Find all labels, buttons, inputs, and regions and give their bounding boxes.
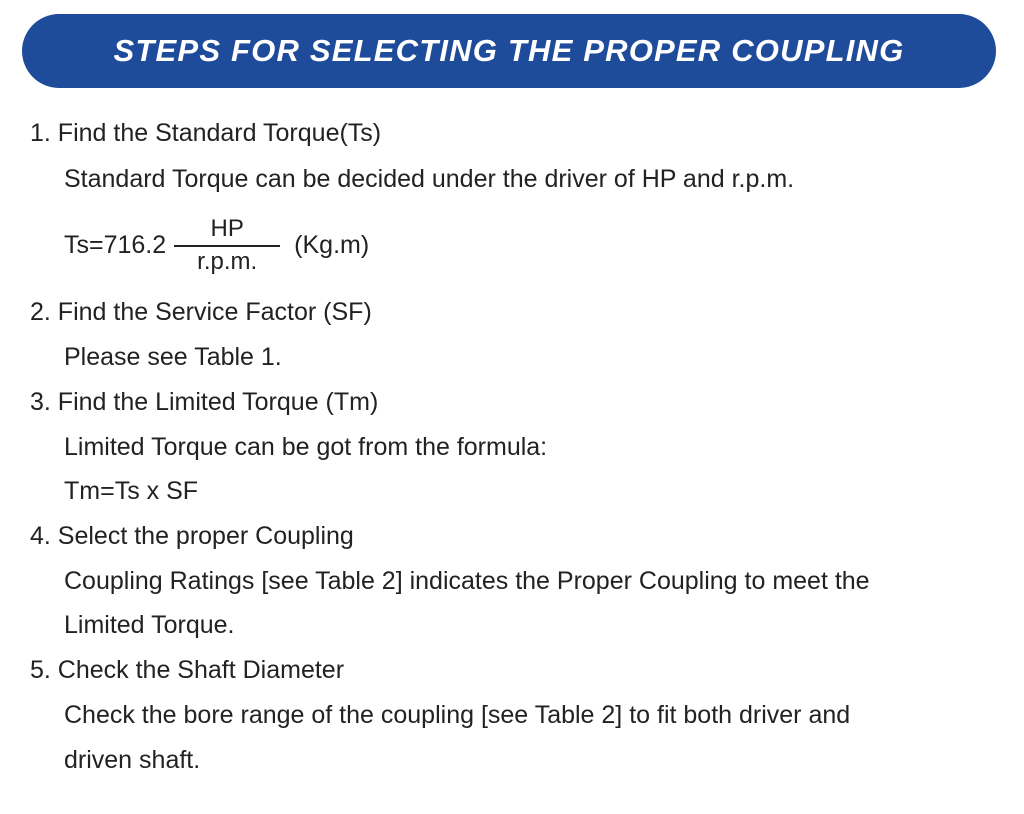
formula-lhs: Ts=716.2 — [64, 230, 167, 259]
formula-numerator: HP — [210, 214, 244, 242]
step-2-heading: 2. Find the Service Factor (SF) — [30, 298, 372, 326]
step-3-formula: Tm=Ts x SF — [64, 477, 199, 505]
step-4-heading: 4. Select the proper Coupling — [30, 522, 354, 550]
step-5-heading: 5. Check the Shaft Diameter — [30, 656, 345, 684]
step-5-text-cont: driven shaft. — [64, 746, 201, 774]
step-2-text: Please see Table 1. — [64, 343, 282, 371]
step-4-text-cont: Limited Torque. — [64, 611, 235, 639]
banner-title: STEPS FOR SELECTING THE PROPER COUPLING — [113, 33, 905, 68]
title-banner — [22, 14, 996, 88]
torque-formula — [64, 214, 369, 276]
formula-unit: (Kg.m) — [294, 230, 370, 259]
step-1-heading: 1. Find the Standard Torque(Ts) — [30, 119, 382, 147]
formula-denominator: r.p.m. — [197, 247, 258, 275]
step-3-text: Limited Torque can be got from the formula: — [64, 433, 548, 461]
step-4-text: Coupling Ratings [see Table 2] indicates the Proper Coupling to meet the — [64, 567, 870, 595]
step-3-heading: 3. Find the Limited Torque (Tm) — [30, 388, 379, 416]
step-5-text: Check the bore range of the coupling [see Table 2] to fit both driver and — [64, 701, 851, 729]
formula-fraction — [174, 216, 280, 275]
step-1-text: Standard Torque can be decided under the driver of HP and r.p.m. — [64, 165, 795, 193]
